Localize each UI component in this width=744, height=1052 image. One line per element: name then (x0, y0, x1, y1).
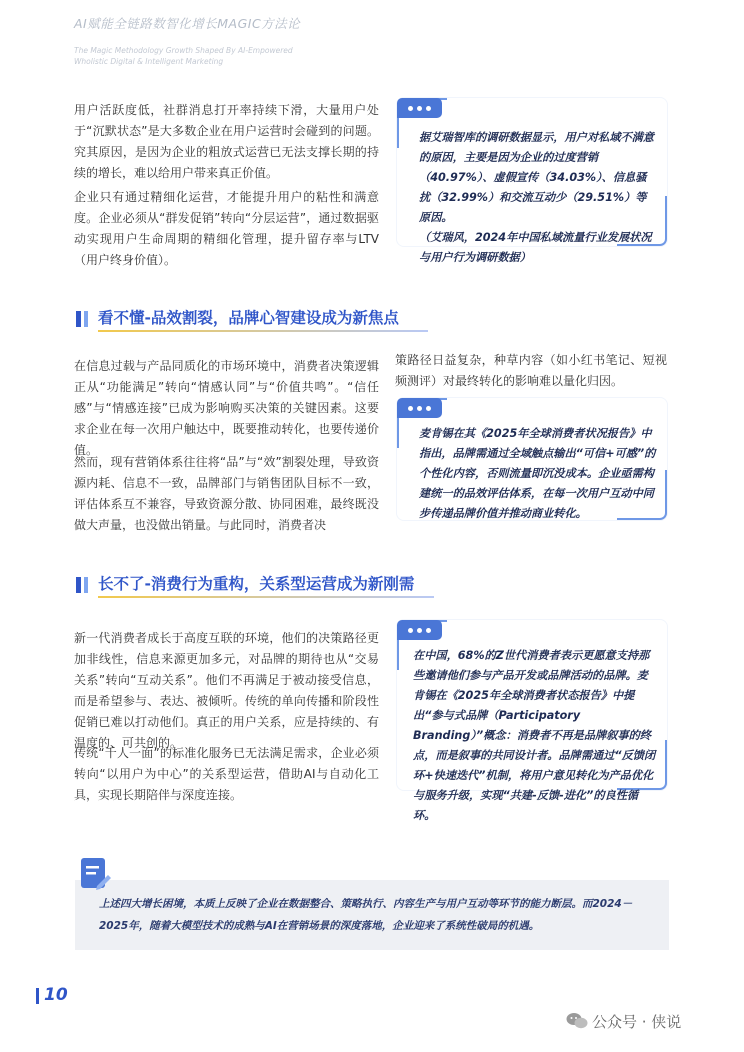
section2-paragraph-2: 然而，现有营销体系往往将“品”与“效”割裂处理，导致资源内耗、信息不一致，品牌部门与销售团队目标不一致，评估体系互不兼容，导致资源分散、协同困难，最终既没做大声量，也没做出销量。与此同时，消费者决 (74, 455, 379, 532)
quote-2-text: 麦肯锡在其《2025年全球消费者状况报告》中指出，品牌需通过全域触点输出“可信+可感”的个性化内容，否则流量即沉没成本。企业亟需构建统一的品效评估体系，在每一次用户互动中同步传递品牌价值并推动商业转化。 (419, 427, 656, 520)
dots-icon (397, 398, 442, 418)
page-number-bar (36, 988, 39, 1004)
header-subtitle-line-2: Wholistic Digital & Intelligent Marketing (74, 57, 224, 66)
header-subtitle-line-1: The Magic Methodology Growth Shaped By AI-Empowered (74, 46, 293, 55)
page-number: 10 (44, 985, 68, 1005)
quote-box-1 (397, 98, 667, 264)
document-icon (79, 856, 111, 894)
section2-heading: 看不懂-品效割裂，品牌心智建设成为新焦点 (98, 309, 399, 327)
section1-paragraph-1: 用户活跃度低，社群消息打开率持续下滑，大量用户处于“沉默状态”是大多数企业在用户运营时会碰到的问题。究其原因，是因为企业的粗放式运营已无法支撑长期的持续的增长，难以给用户带来真正价值。 (74, 103, 379, 180)
section3-heading: 长不了-消费行为重构，关系型运营成为新刚需 (98, 575, 415, 593)
quote-1-text: 据艾瑞智库的调研数据显示，用户对私域不满意的原因，主要是因为企业的过度营销（40.97%）、虚假宣传（34.03%）、信息骚扰（32.99%）和交流互动少（29.51%）等原因。 （艾瑞风，2024年中国私域流量行业发展状况与用户行为调研数据） (419, 131, 654, 264)
watermark: 公众号 · 侠说 (592, 1013, 682, 1031)
wechat-icon (566, 1012, 588, 1034)
summary-text: 上述四大增长困境，本质上反映了企业在数据整合、策略执行、内容生产与用户互动等环节的能力断层。而2024－2025年，随着大模型技术的成熟与AI在营销场景的深度落地，企业迎来了系统性破局的机遇。 (99, 898, 633, 932)
quote-3-text: 在中国，68%的Z世代消费者表示更愿意支持那些邀请他们参与产品开发或品牌活动的品牌。麦肯锡在《2025年全球消费者状态报告》中提出“参与式品牌（Participatory Branding）”概念：消费者不再是品牌叙事的终点，而是叙事的共同设计者。品牌需通过“反馈闭环+快速迭代”机制，将用户意见转化为产品优化与服务升级，实现“共建-反馈-进化”的良性循环。 (413, 649, 656, 822)
header-subtitle (74, 45, 293, 67)
section3-paragraph-1: 新一代消费者成长于高度互联的环境，他们的决策路径更加非线性，信息来源更加多元，对品牌的期待也从“交易关系”转向“互动关系”。他们不再满足于被动接受信息，而是希望参与、表达、被倾听。传统的单向传播和阶段性促销已难以打动他们。真正的用户关系，应是持续的、有温度的、可共创的。 (74, 631, 379, 750)
quote-box-2 (397, 398, 667, 520)
section2-paragraph-3: 策路径日益复杂，种草内容（如小红书笔记、短视频测评）对最终转化的影响难以量化归因。 (395, 353, 667, 388)
section3-paragraph-2: 传统“千人一面”的标准化服务已无法满足需求，企业必须转向“以用户为中心”的关系型运营，借助AI与自动化工具，实现长期陪伴与深度连接。 (74, 746, 379, 802)
header-title: AI赋能全链路数智化增长MAGIC方法论 (74, 16, 301, 31)
dots-icon (397, 98, 442, 118)
dots-icon (397, 620, 442, 640)
section2-paragraph-1: 在信息过载与产品同质化的市场环境中，消费者决策逻辑正从“功能满足”转向“情感认同”与“价值共鸣”。“信任感”与“情感连接”已成为影响购买决策的关键因素。这要求企业在每一次用户触达中，既要推动转化，也要传递价值。 (74, 359, 379, 457)
section1-paragraph-2: 企业只有通过精细化运营，才能提升用户的粘性和满意度。企业必须从“群发促销”转向“分层运营”，通过数据驱动实现用户生命周期的精细化管理，提升留存率与LTV（用户终身价值）。 (74, 190, 379, 267)
quote-box-3 (397, 620, 667, 822)
